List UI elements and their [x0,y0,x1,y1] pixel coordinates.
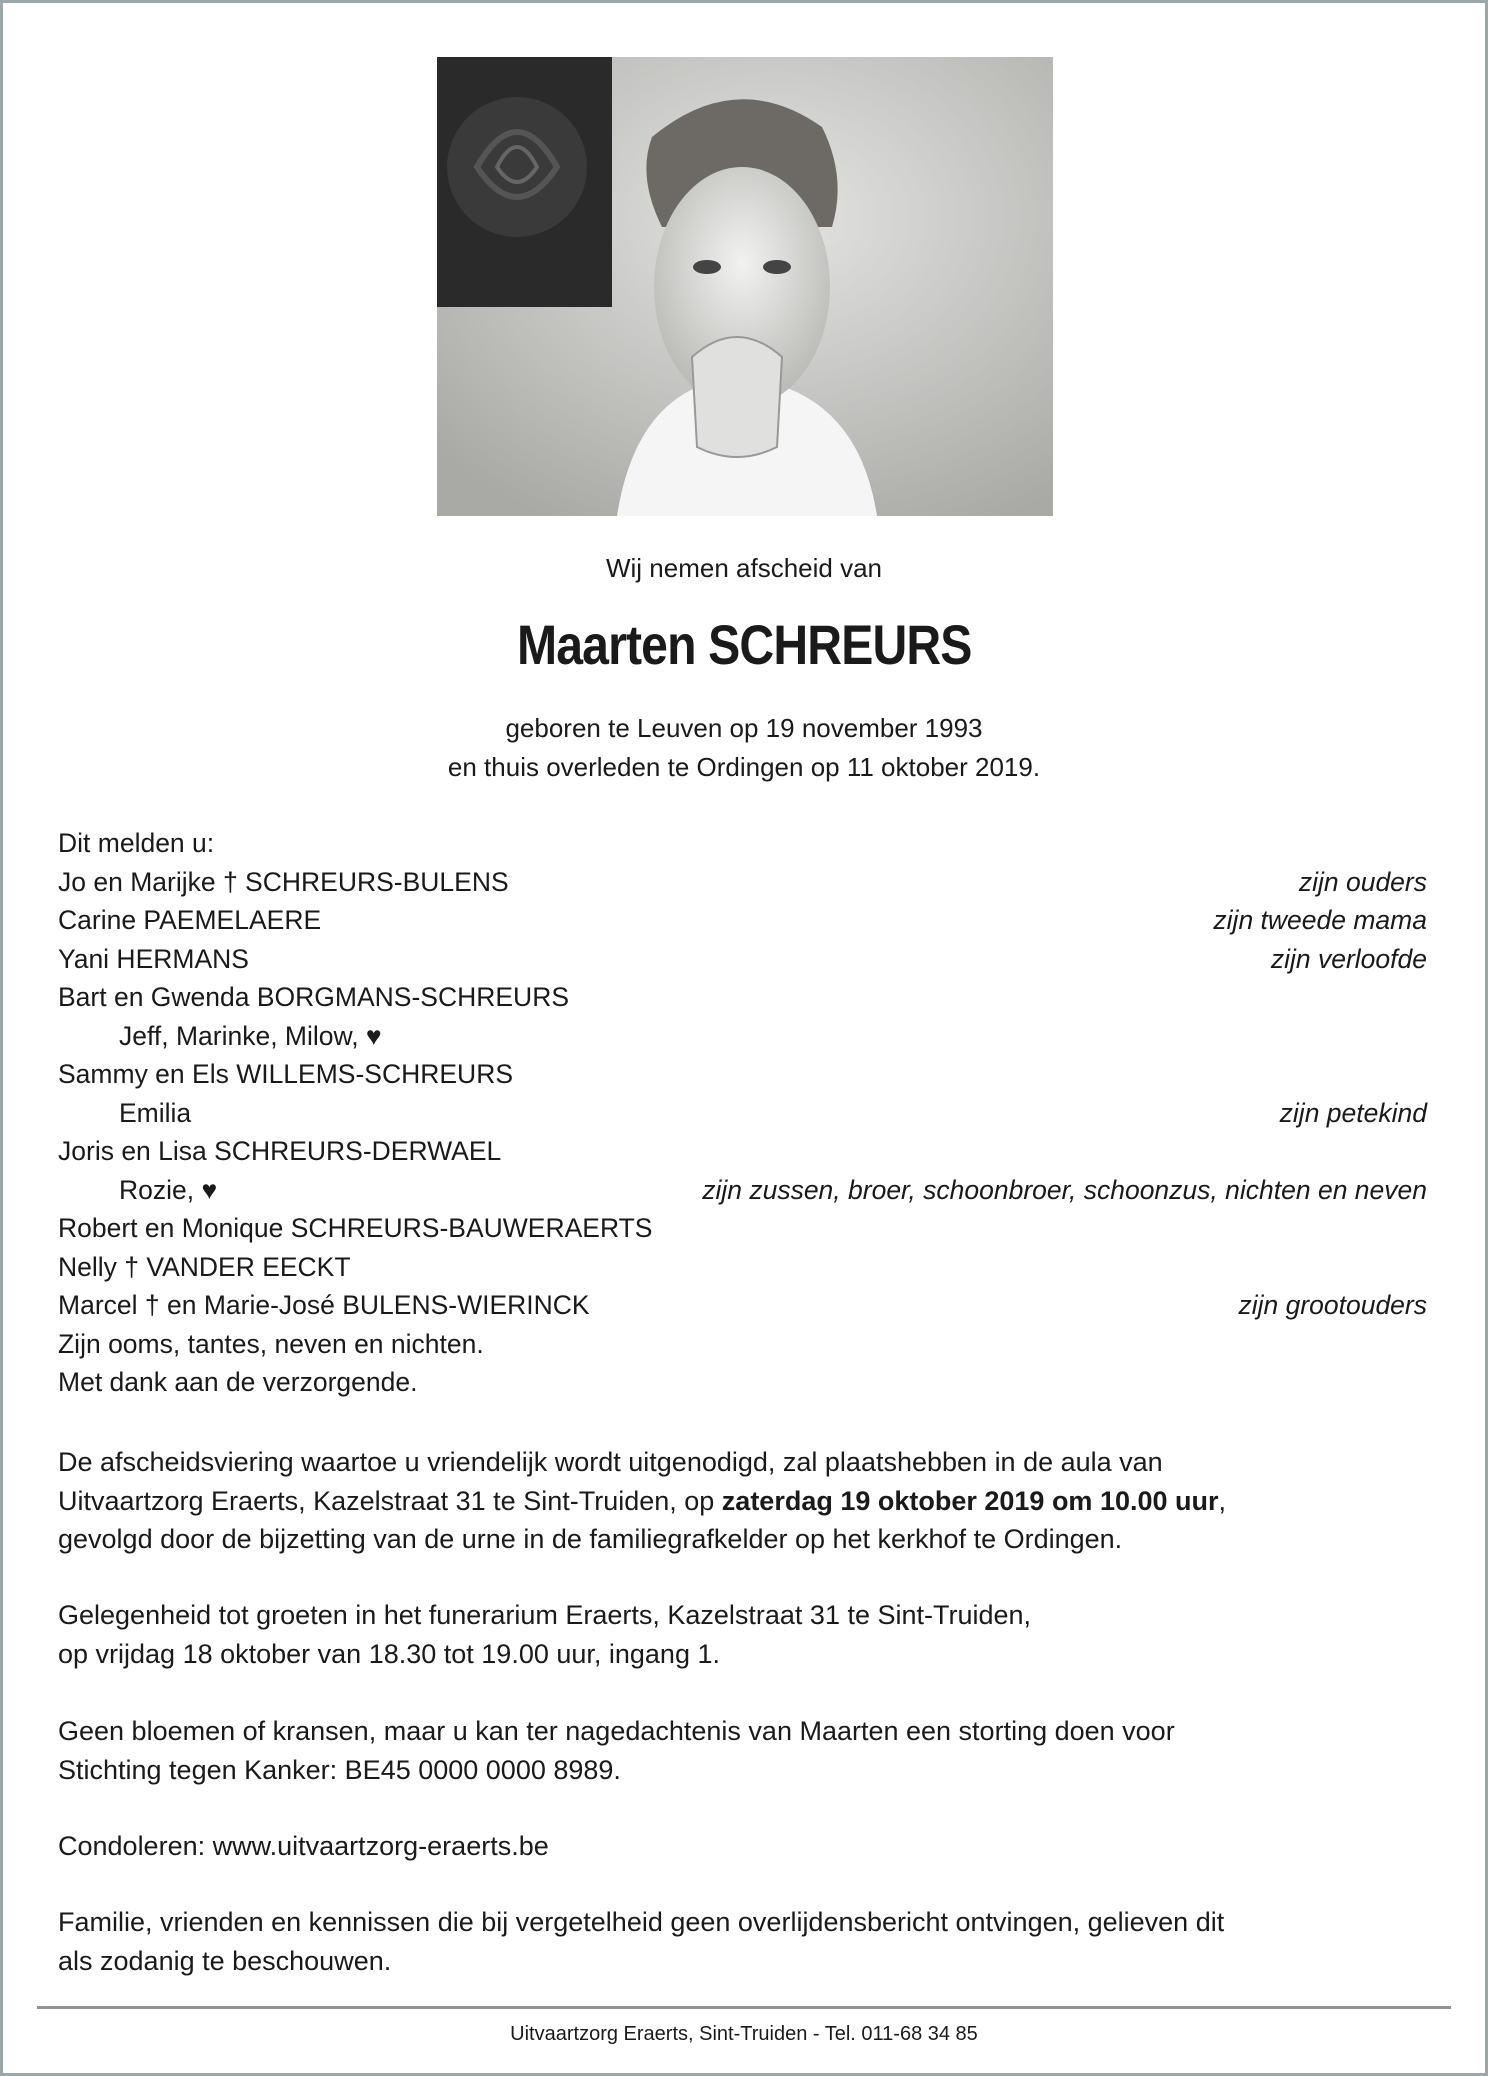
portrait-photo [437,57,1053,516]
family-row [58,901,1427,940]
family-row [58,1094,1427,1133]
family-member: Jeff, Marinke, Milow, ♥ [119,1020,382,1051]
deceased-name [0,612,1488,677]
family-member: Joris en Lisa SCHREURS-DERWAEL [58,1136,502,1166]
donation-line: Stichting tegen Kanker: BE45 0000 0000 8989. [58,1754,621,1785]
visitation-paragraph [58,1596,1031,1673]
closing-line: Familie, vrienden en kennissen die bij vergetelheid geen overlijdensbericht ontvingen, gelieven dit [58,1907,1225,1937]
family-member: Dit melden u: [58,828,215,858]
donation-paragraph [58,1712,1175,1789]
family-member: Nelly † VANDER EECKT [58,1251,351,1282]
relationship: zijn verloofde [1270,943,1427,974]
relationship: zijn ouders [1298,866,1427,897]
ceremony-text: , [1218,1485,1227,1516]
deceased-name-text: Maarten SCHREURS [516,613,972,676]
family-member: Rozie, ♥ [119,1174,218,1205]
intro-text: Wij nemen afscheid van [605,553,883,583]
footer-divider [37,2006,1451,2009]
footer-text: Uitvaartzorg Eraerts, Sint-Truiden - Tel. 011-68 34 85 [510,2023,978,2045]
family-member: Marcel † en Marie-José BULENS-WIERINCK [58,1290,590,1320]
family-row [58,1325,1427,1364]
family-row [58,978,1427,1017]
relationship: zijn petekind [1279,1097,1427,1128]
closing-paragraph [58,1903,1224,1980]
family-member: Carine PAEMELAERE [58,905,322,935]
family-row [58,863,1427,902]
closing-line: als zodanig te beschouwen. [58,1945,392,1976]
family-member: Zijn ooms, tantes, neven en nichten. [58,1328,484,1359]
family-row [58,1286,1427,1325]
family-row [58,1209,1427,1248]
family-member: Robert en Monique SCHREURS-BAUWERAERTS [58,1213,653,1243]
visitation-line: Gelegenheid tot groeten in het funerarium Eraerts, Kazelstraat 31 te Sint-Truiden, [58,1600,1032,1630]
death-line: en thuis overleden te Ordingen op 11 oktober 2019. [447,752,1041,782]
family-list [58,824,1427,1402]
family-row [58,1171,1427,1210]
family-member: Bart en Gwenda BORGMANS-SCHREURS [58,982,570,1012]
donation-line: Geen bloemen of kransen, maar u kan ter nagedachtenis van Maarten een storting doen voor [58,1716,1175,1746]
condolences-line: Condoleren: www.uitvaartzorg-eraerts.be [58,1831,549,1861]
birth-line: geboren te Leuven op 19 november 1993 [505,713,983,743]
family-row [58,1363,1427,1402]
visitation-line: op vrijdag 18 oktober van 18.30 tot 19.00 uur, ingang 1. [58,1638,720,1669]
family-row [58,940,1427,979]
family-row [58,1132,1427,1171]
ceremony-text: Uitvaartzorg Eraerts, Kazelstraat 31 te Sint-Truiden, op [58,1485,722,1516]
family-row [58,1017,1427,1056]
family-row [58,1055,1427,1094]
relationship: zijn tweede mama [1213,905,1427,935]
family-row [58,1248,1427,1287]
ceremony-datetime: zaterdag 19 oktober 2019 om 10.00 uur [721,1485,1219,1516]
ceremony-paragraph [58,1443,1226,1559]
relationship: zijn grootouders [1238,1290,1427,1320]
family-member: Sammy en Els WILLEMS-SCHREURS [58,1059,514,1089]
family-member: Yani HERMANS [58,943,249,974]
relationship: zijn zussen, broer, schoonbroer, schoonzus, nichten en neven [702,1174,1427,1205]
family-member: Met dank aan de verzorgende. [58,1367,418,1397]
ceremony-line [58,1482,1226,1521]
ceremony-line: gevolgd door de bijzetting van de urne in de familiegrafkelder op het kerkhof te Ordingen. [58,1524,1123,1554]
ceremony-line: De afscheidsviering waartoe u vriendelijk wordt uitgenodigd, zal plaatshebben in de aula van [58,1447,1163,1477]
family-member: Jo en Marijke † SCHREURS-BULENS [58,866,509,897]
birth-death-dates [0,709,1488,787]
family-row [58,824,1427,863]
family-member: Emilia [119,1097,192,1128]
